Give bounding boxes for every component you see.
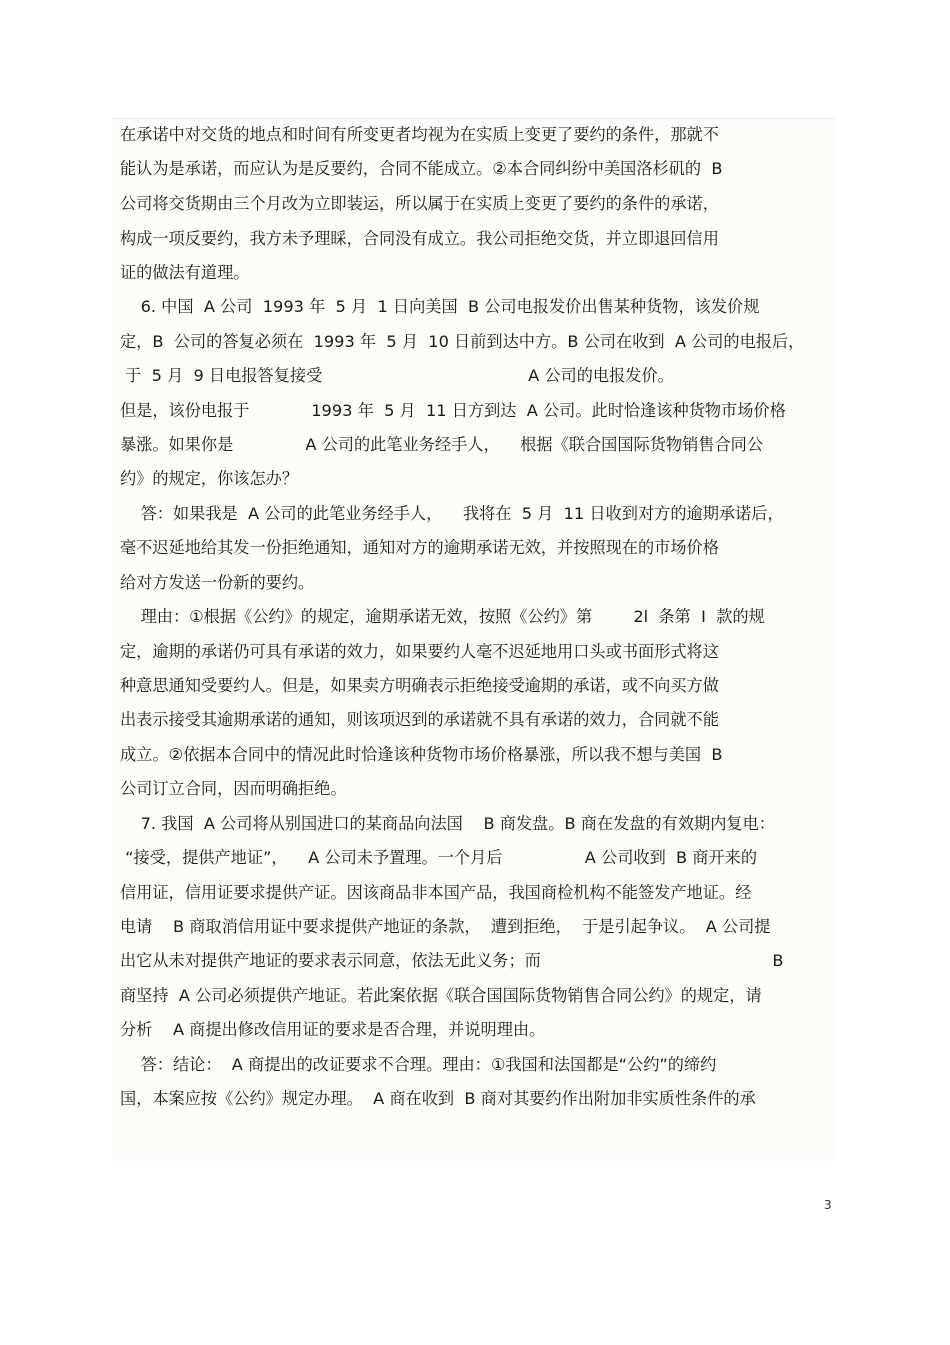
text-line: 答：结论： A 商提出的改证要求不合理。理由：①我国和法国都是“公约”的缔约 xyxy=(120,1055,717,1074)
text-line: 暴涨。如果你是 A 公司的此笔业务经手人， 根据《联合国国际货物销售合同公 xyxy=(120,435,764,454)
text-line: 能认为是承诺，而应认为是反要约，合同不能成立。②本合同纠纷中美国洛杉矶的 B xyxy=(120,159,723,178)
text-line: 分析 A 商提出修改信用证的要求是否合理，并说明理由。 xyxy=(120,1020,546,1039)
text-line: 6. 中国 A 公司 1993 年 5 月 1 日向美国 B 公司电报发价出售某种货物，该发价规 xyxy=(120,297,760,316)
text-line: 电请 B 商取消信用证中要求提供产地证的条款， 遭到拒绝， 于是引起争议。 A 公司提 xyxy=(120,917,771,936)
text-line: 定，逾期的承诺仍可具有承诺的效力，如果要约人毫不迟延地用口头或书面形式将这 xyxy=(120,642,719,661)
text-line: 答：如果我是 A 公司的此笔业务经手人， 我将在 5 月 11 日收到对方的逾期承诺后， xyxy=(120,504,784,523)
page-number: 3 xyxy=(824,1198,832,1212)
text-line: 在承诺中对交货的地点和时间有所变更者均视为在实质上变更了要约的条件，那就不 xyxy=(120,125,719,144)
text-line: 但是，该份电报于 1993 年 5 月 11 日方到达 A 公司。此时恰逢该种货物市场价格 xyxy=(120,401,786,420)
text-line: 成立。②依据本合同中的情况此时恰逢该种货物市场价格暴涨，所以我不想与美国 B xyxy=(120,745,723,764)
text-line: “接受，提供产地证”， A 公司未予置理。一个月后 A 公司收到 B 商开来的 xyxy=(120,848,758,867)
text-line: 种意思通知受要约人。但是，如果卖方明确表示拒绝接受逾期的承诺，或不向买方做 xyxy=(120,676,719,695)
text-line: 定，B 公司的答复必须在 1993 年 5 月 10 日前到达中方。B 公司在收到 A 公司的电报后， xyxy=(120,332,805,351)
text-line: 商坚持 A 公司必须提供产地证。若此案依据《联合国国际货物销售合同公约》的规定，请 xyxy=(120,986,762,1005)
text-line: 证的做法有道理。 xyxy=(120,263,250,282)
text-line: 7. 我国 A 公司将从别国进口的某商品向法国 B 商发盘。B 商在发盘的有效期内复电： xyxy=(120,814,775,833)
text-line: 毫不迟延地给其发一份拒绝通知，通知对方的逾期承诺无效，并按照现在的市场价格 xyxy=(120,538,719,557)
text-line: 给对方发送一份新的要约。 xyxy=(120,573,315,592)
text-line: 于 5 月 9 日电报答复接受 A 公司的电报发价。 xyxy=(120,366,674,385)
text-line: 信用证，信用证要求提供产证。因该商品非本国产品，我国商检机构不能签发产地证。经 xyxy=(120,883,752,902)
text-line: 构成一项反要约，我方未予理睬，合同没有成立。我公司拒绝交货，并立即退回信用 xyxy=(120,229,719,248)
text-line: 出它从未对提供产地证的要求表示同意，依法无此义务；而 B xyxy=(120,951,784,970)
text-line: 公司将交货期由三个月改为立即装运，所以属于在实质上变更了要约的条件的承诺， xyxy=(120,194,719,213)
text-line: 国，本案应按《公约》规定办理。 A 商在收到 B 商对其要约作出附加非实质性条件的承 xyxy=(120,1089,756,1108)
text-line: 约》的规定，你该怎办？ xyxy=(120,469,299,488)
text-line: 理由：①根据《公约》的规定，逾期承诺无效，按照《公约》第 2l 条第 I 款的规 xyxy=(120,607,765,626)
text-line: 公司订立合同，因而明确拒绝。 xyxy=(120,779,347,798)
text-line: 出表示接受其逾期承诺的通知，则该项迟到的承诺就不具有承诺的效力，合同就不能 xyxy=(120,710,719,729)
